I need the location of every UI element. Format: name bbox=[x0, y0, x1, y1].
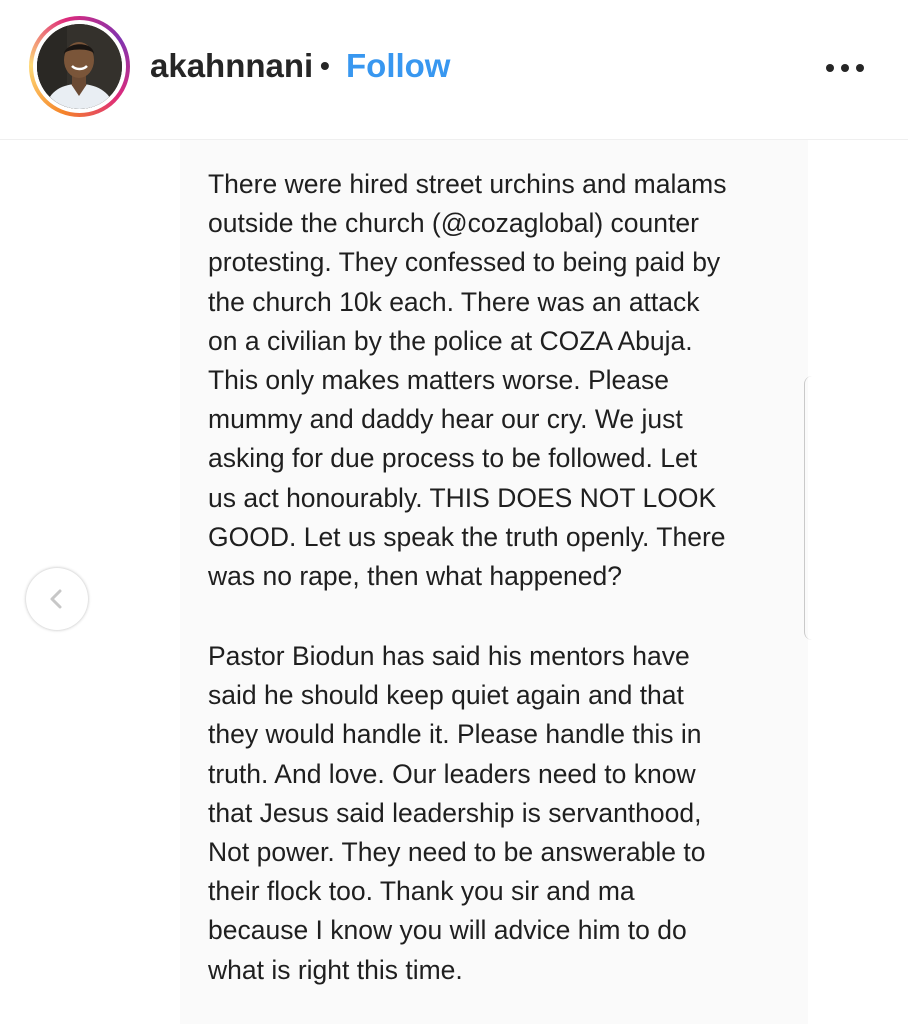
avatar-image bbox=[37, 24, 122, 109]
story-ring[interactable] bbox=[29, 16, 130, 117]
post-text-paragraph-2: Pastor Biodun has said his mentors have said he should keep quiet again and that they would handle it. Please handle this in truth. And love. Our leaders need to know that Jesus said leadership is servanthood, Not power. They need to be answerable to their flock too. Thank you sir and ma because I know you will advice him to do what is right this time. bbox=[208, 641, 706, 985]
chevron-left-icon bbox=[45, 587, 69, 611]
avatar[interactable] bbox=[37, 24, 122, 109]
screenshot-text-card bbox=[180, 140, 808, 1024]
post-media bbox=[0, 140, 908, 1024]
post-text-paragraph-1: There were hired street urchins and malams outside the church (@cozaglobal) counter protesting. They confessed to being paid by the church 10k each. There was an attack on a civilian by the police at COZA Abuja. This only makes matters worse. Please mummy and daddy hear our cry. We just asking for due process to be followed. Let us act honourably. THIS DOES NOT LOOK GOOD. Let us speak the truth openly. There was no rape, then what happened? bbox=[208, 169, 727, 592]
follow-button[interactable]: Follow bbox=[346, 47, 451, 84]
post-header bbox=[0, 0, 908, 140]
username[interactable]: akahnnani bbox=[150, 47, 314, 84]
previous-slide-button[interactable] bbox=[26, 568, 88, 630]
scrollbar[interactable] bbox=[804, 376, 812, 640]
separator-dot: • bbox=[320, 50, 330, 81]
more-options-icon[interactable] bbox=[818, 48, 872, 88]
